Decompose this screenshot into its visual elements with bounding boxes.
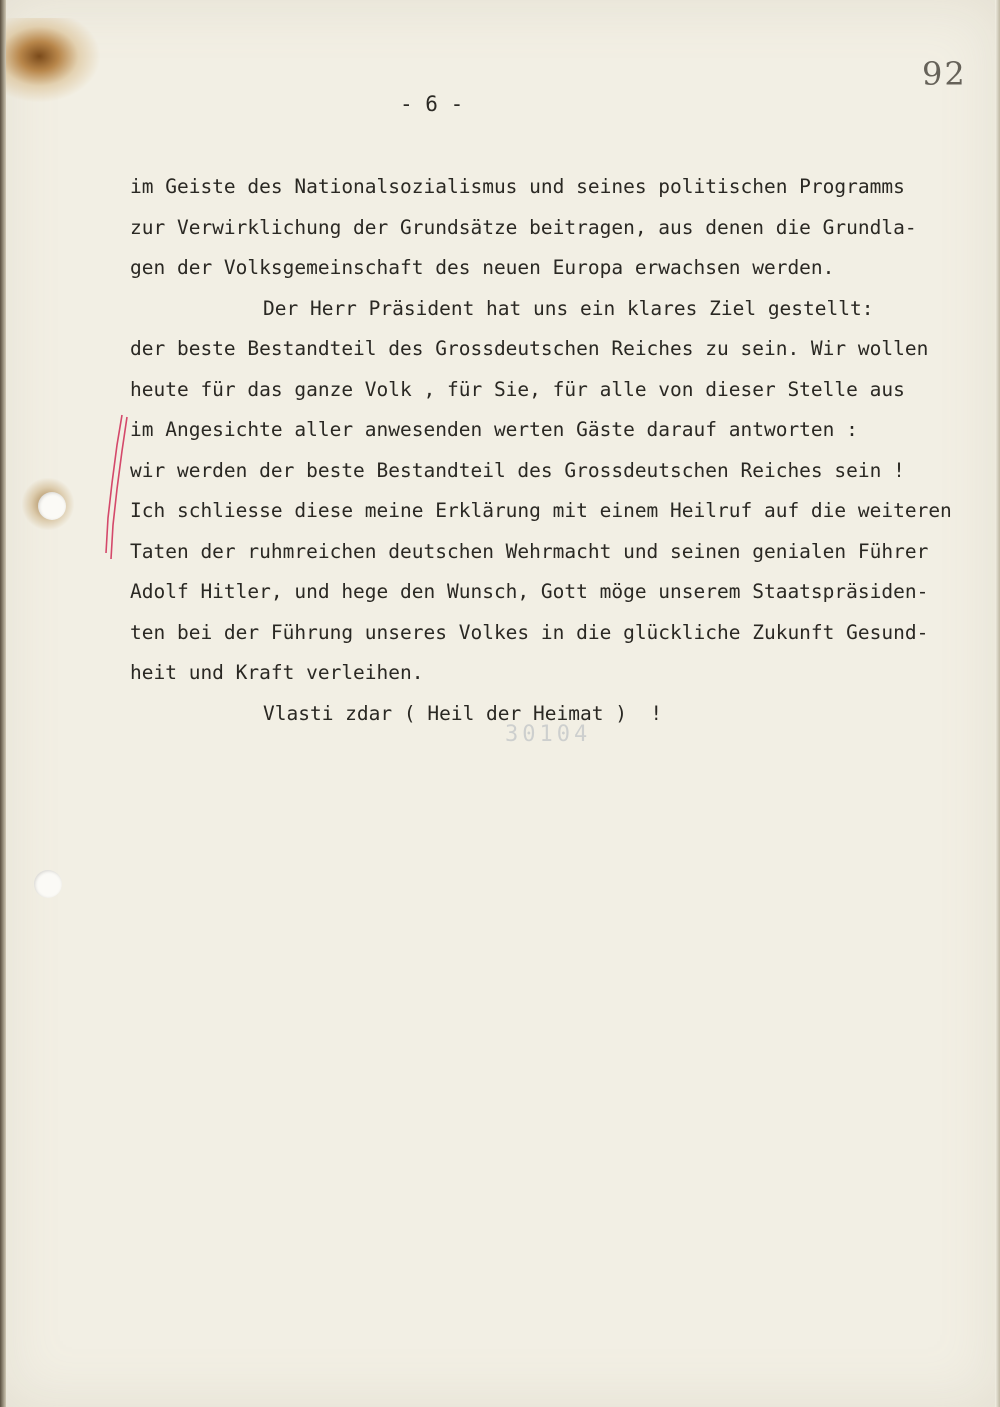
body-line: Ich schliesse diese meine Erklärung mit einem Heilruf auf die weiteren bbox=[130, 499, 952, 522]
body-line: zur Verwirklichung der Grundsätze beitragen, aus denen die Grundla- bbox=[130, 215, 917, 239]
burn-stain-top-left bbox=[6, 18, 101, 103]
body-line: gen der Volksgemeinschaft des neuen Europa erwachsen werden. bbox=[130, 256, 835, 279]
body-line: Adolf Hitler, und hege den Wunsch, Gott möge unserem Staatspräsiden- bbox=[130, 580, 929, 603]
body-line: heute für das ganze Volk , für Sie, für alle von dieser Stelle aus bbox=[130, 377, 905, 401]
paper-edge-left bbox=[0, 0, 6, 1407]
body-line: wir werden der beste Bestandteil des Grossdeutschen Reiches sein ! bbox=[130, 458, 905, 482]
closing-line: Vlasti zdar ( Heil der Heimat ) ! bbox=[263, 701, 663, 725]
body-line: im Angesichte aller anwesenden werten Gäste darauf antworten : bbox=[130, 418, 858, 441]
folio-number: 92 bbox=[922, 55, 967, 93]
faded-stamp: 30104 bbox=[505, 722, 592, 747]
document-body bbox=[130, 172, 960, 739]
paper-edge-right bbox=[995, 0, 1000, 1407]
page-number: - 6 - bbox=[400, 92, 464, 116]
body-line: ten bei der Führung unseres Volkes in die glückliche Zukunft Gesund- bbox=[130, 620, 929, 644]
punch-hole-lower bbox=[34, 870, 62, 898]
body-line: der beste Bestandteil des Grossdeutschen Reiches zu sein. Wir wollen bbox=[130, 337, 929, 360]
punch-hole-upper bbox=[38, 492, 66, 520]
body-line: Der Herr Präsident hat uns ein klares Ziel gestellt: bbox=[263, 296, 874, 320]
body-line: im Geiste des Nationalsozialismus und seines politischen Programms bbox=[130, 175, 905, 198]
body-line: heit und Kraft verleihen. bbox=[130, 661, 424, 684]
body-line: Taten der ruhmreichen deutschen Wehrmacht und seinen genialen Führer bbox=[130, 539, 929, 563]
red-margin-marks bbox=[104, 413, 130, 563]
